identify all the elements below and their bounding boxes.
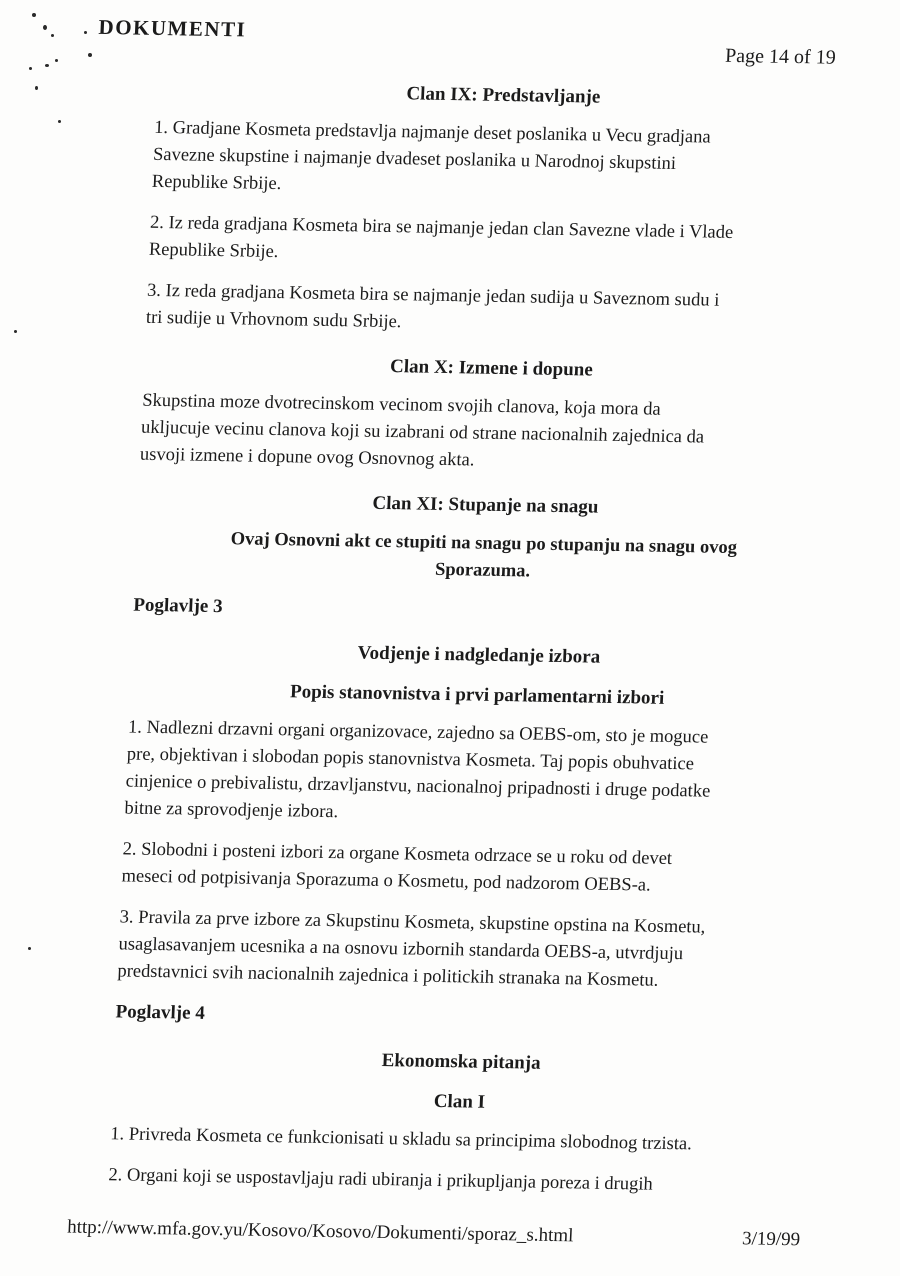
chapter-3-title: Vodjenje i nadgledanje izbora [357,642,601,668]
article-ix-paragraph-3: 3. Iz reda gradjana Kosmeta bira se najmanje jedan sudija u Saveznom sudu i tri sudije u Vrhovnom sudu Srbije. [145,280,720,333]
article-i-heading: Clan I [433,1090,486,1113]
article-i-paragraph-1: 1. Privreda Kosmeta ce funkcionisati u skladu sa principima slobodnog trzista. [109,1124,693,1155]
chapter-3-paragraph-1: 1. Nadlezni drzavni organi organizovace, zajedno sa OEBS-om, sto je moguce pre, objektivan i slobodan popis stanovnistva Kosmeta. Taj popis obuhvatice cinjenice o prebivalistu, drzavljanstvu, nacionalnoj pripadnosti i druge podatke bitne za sprovodjenje izbora. [124,717,711,823]
chapter-3-label: Poglavlje 3 [132,594,224,618]
chapter-3-paragraph-3: 3. Pravila za prve izbore za Skupstinu Kosmeta, skupstine opstina na Kosmetu, usaglasavanjem ucesnika a na osnovu izbornih standarda OEBS-a, utvrdjuju predstavnici svih nacionalnih zajednica i politickih stranaka na Kosmetu. [116,907,706,991]
article-x-paragraph-1: Skupstina moze dvotrecinskom vecinom svojih clanova, koja mora da ukljucuje vecinu clanova koji su izabrani od strane nacionalnih zajednica da usvoji izmene i dopune ovog Osnovnog akta. [139,390,705,471]
page-footer [67,1215,801,1254]
footer-url: http://www.mfa.gov.yu/Kosovo/Kosovo/Dokumenti/sporaz_s.html [66,1216,574,1247]
article-x-heading: Clan X: Izmene i dopune [389,356,594,381]
page-indicator: Page 14 of 19 [724,44,837,69]
footer-date: 3/19/99 [741,1228,801,1251]
article-xi-heading: Clan XI: Stupanje na snagu [372,492,599,518]
document-label: DOKUMENTI [98,14,247,42]
chapter-4-label: Poglavlje 4 [115,1001,206,1024]
article-ix-heading: Clan IX: Predstavljanje [405,83,601,108]
article-ix-paragraph-1: 1. Gradjane Kosmeta predstavlja najmanje deset poslanika u Vecu gradjana Savezne skupstine i najmanje dvadeset poslanika u Narodnoj skupstini Republike Srbije. [151,117,712,195]
chapter-3-subtitle: Popis stanovnistva i prvi parlamentarni izbori [289,681,665,709]
page-header [97,14,837,71]
chapter-3-paragraph-2: 2. Slobodni i posteni izbori za organe Kosmeta odrzace se u roku od devet meseci od potpisivanja Sporazuma o Kosmetu, pod nadzorom OEBS-a. [121,839,673,896]
article-xi-paragraph-1: Ovaj Osnovni akt ce stupiti na snagu po stupanju na snagu ovog Sporazuma. [230,529,738,582]
article-ix-paragraph-2: 2. Iz reda gradjana Kosmeta bira se najmanje jedan clan Savezne vlade i Vlade Republike Srbije. [148,212,734,263]
chapter-4-title: Ekonomska pitanja [381,1049,542,1074]
article-i-paragraph-2: 2. Organi koji se uspostavljaju radi ubiranja i prikupljanja poreza i drugih [108,1165,654,1195]
